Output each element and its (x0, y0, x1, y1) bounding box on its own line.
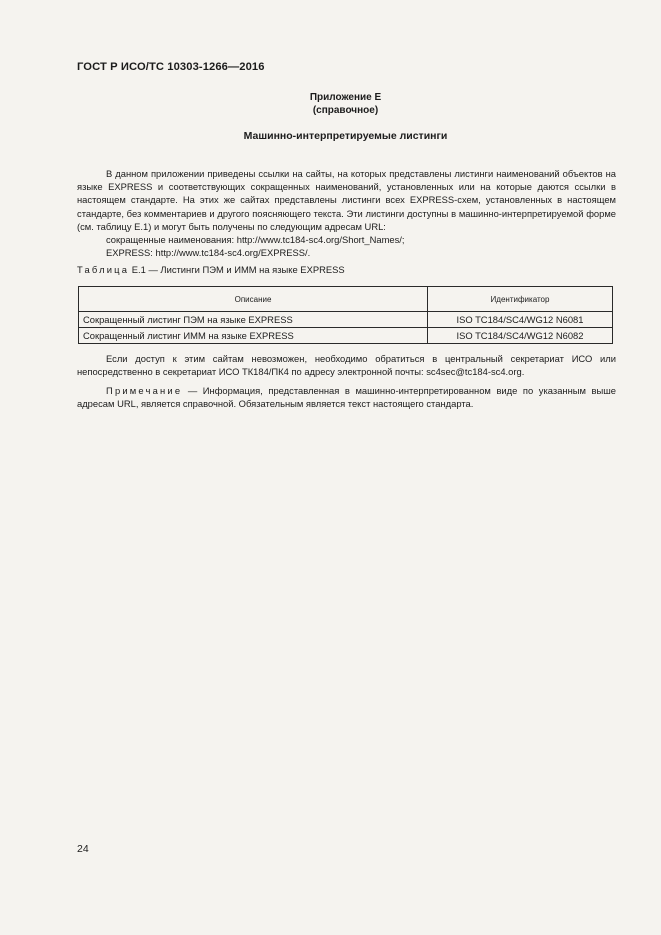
table-caption (77, 264, 345, 275)
document-header: ГОСТ Р ИСО/ТС 10303-1266—2016 (77, 61, 265, 73)
express-url: EXPRESS: http://www.tc184-sc4.org/EXPRESS/. (106, 247, 311, 259)
intro-text: В данном приложении приведены ссылки на сайты, на которых представлены листинги наименований объектов на языке EXPRESS и соответствующих сокращенных наименований, установленных или на которые даются ссылки в настоящем стандарте. На этих же сайтах представлены листинги всех EXPRESS-схем, установленных в настоящем стандарте, без комментариев и другого поясняющего текста. Эти листинги доступны в машинно-интерпретируемой форме (см. таблицу Е.1) и могут быть получены по следующим адресам URL: (77, 168, 616, 232)
short-names-url: сокращенные наименования: http://www.tc184-sc4.org/Short_Names/; (106, 234, 405, 246)
table-row (79, 312, 613, 328)
table-caption-label: Таблица (77, 264, 130, 275)
table-header-row (79, 287, 613, 312)
note-label: Примечание (106, 385, 183, 396)
table-row (79, 328, 613, 344)
page-number: 24 (77, 843, 89, 855)
note-text: — Информация, представленная в машинно-интерпретированном виде по указанным выше адресам URL, является справочной. Обязательным является текст настоящего стандарта. (77, 385, 616, 410)
appendix-heading (0, 91, 661, 117)
header-description: Описание (79, 287, 428, 312)
table-caption-text: Е.1 — Листинги ПЭМ и ИММ на языке EXPRESS (131, 264, 345, 275)
appendix-subtitle: (справочное) (312, 105, 379, 116)
intro-paragraph (77, 167, 616, 259)
section-title: Машинно-интерпретируемые листинги (243, 130, 448, 142)
access-paragraph: Если доступ к этим сайтам невозможен, необходимо обратиться в центральный секретариат ИСО или непосредственно в секретариат ИСО ТК184/ПК4 по адресу электронной почты: sc4sec@tc184-sc4.org. (77, 353, 616, 378)
row-identifier: ISO TC184/SC4/WG12 N6081 (428, 312, 613, 328)
listings-table (78, 286, 613, 344)
row-identifier: ISO TC184/SC4/WG12 N6082 (428, 328, 613, 344)
note-paragraph (77, 384, 616, 410)
appendix-title: Приложение Е (309, 92, 382, 103)
header-identifier: Идентификатор (428, 287, 613, 312)
row-description: Сокращенный листинг ИММ на языке EXPRESS (79, 328, 428, 344)
row-description: Сокращенный листинг ПЭМ на языке EXPRESS (79, 312, 428, 328)
